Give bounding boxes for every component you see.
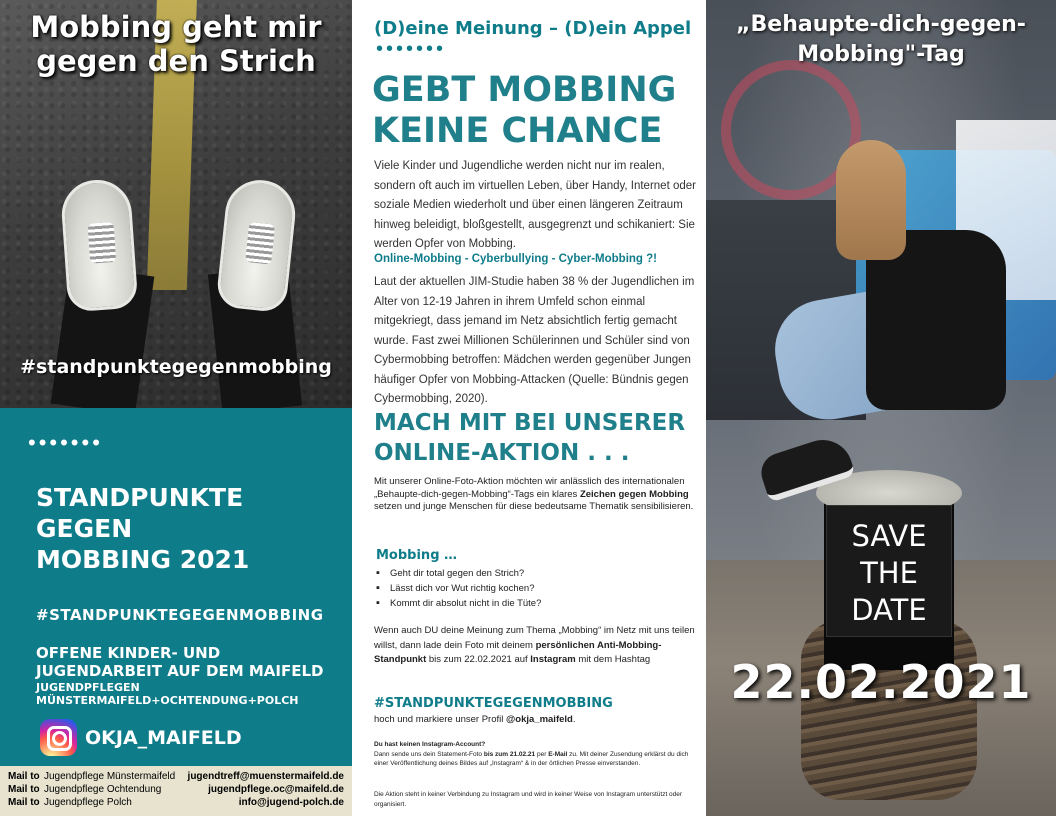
action-text: Mit unserer Online-Foto-Aktion möchten wir anlässlich des internationalen „Behaupte-dich-gegen-Mobbing“-Tags ein klares <box>374 476 685 500</box>
contact-row <box>0 770 352 783</box>
no-instagram-note <box>374 740 698 769</box>
mail-label: Mail to <box>8 784 40 795</box>
campaign-hashtag[interactable]: #STANDPUNKTEGEGENMOBBING <box>374 696 613 711</box>
right-panel <box>706 0 1056 816</box>
save-the-date-card <box>826 505 952 637</box>
list-item: ▪ Geht dir total gegen den Strich? <box>376 566 541 581</box>
note-text-bold: bis zum 21.02.21 <box>483 750 536 758</box>
save-line3: DATE <box>851 593 927 627</box>
campaign-hashtag: #STANDPUNKTEGEGENMOBBING <box>36 606 324 624</box>
share-text: bis zum 22.02.2021 auf <box>426 654 531 665</box>
share-text-bold: Instagram <box>530 654 576 665</box>
tag-text: . <box>572 714 576 725</box>
contact-row <box>0 783 352 796</box>
share-text: mit dem Hashtag <box>575 654 651 665</box>
left-sneaker <box>60 178 139 313</box>
contact-name: Jugendpflege Polch <box>44 797 132 808</box>
contact-email-link[interactable]: info@jugend-polch.de <box>238 797 344 808</box>
action-paragraph <box>374 476 696 514</box>
action-headline <box>374 408 685 468</box>
instagram-disclaimer: Die Aktion steht in keiner Verbindung zu Instagram und wird in keiner Weise von Instagram unterstützt oder organisiert. <box>374 791 683 808</box>
no-instagram-heading: Du hast keinen Instagram-Account? <box>374 741 486 748</box>
left-panel <box>0 0 352 816</box>
day-title <box>706 10 1056 70</box>
main-headline-line1: GEBT MOBBING <box>372 70 677 110</box>
campaign-block <box>0 408 352 766</box>
save-line2: THE <box>860 556 918 590</box>
contact-email-link[interactable]: jugendpflege.oc@maifeld.de <box>208 784 344 795</box>
organizer-line2: JUGENDARBEIT AUF DEM MAIFELD <box>36 662 324 680</box>
campaign-heading <box>36 482 249 575</box>
main-headline-line2: KEINE CHANCE <box>372 111 663 151</box>
mobbing-bullet-list <box>376 566 541 611</box>
right-sneaker <box>215 177 298 314</box>
note-text: per <box>535 750 549 758</box>
note-text: zu. Mit deiner Zusendung erklärst du dich einer Veröffentlichung deines Bildes auf „Instagram“ & in der örtlichen Presse einverstanden. <box>374 750 689 767</box>
photo-hashtag: #standpunktegegenmobbing <box>20 356 332 378</box>
jim-study-paragraph: Laut der aktuellen JIM-Studie haben 38 % der Jugendlichen im Alter von 12-19 Jahren in ihrem Umfeld schon einmal mitgekriegt, dass jemand im Netz absichtlich fertig gemacht wurde. Fast zwei Millionen Schülerinnen und Schüler sind von Cybermobbing betroffen: Mädchen werden gegenüber Jungen häufiger Opfer von Mobbing-Attacken (Quelle: Bündnis gegen Cybermobbing, 2020). <box>374 276 695 405</box>
share-text: Wenn auch DU deine Meinung zum Thema „Mobbing“ im Netz mit uns teilen willst, dann lade dein Foto mit deinem <box>374 625 695 651</box>
girl-hair <box>836 140 906 260</box>
profile-handle-link[interactable]: @okja_maifeld <box>506 714 573 725</box>
mail-label: Mail to <box>8 771 40 782</box>
mail-label: Mail to <box>8 797 40 808</box>
action-headline-line2: ONLINE-AKTION . . . <box>374 440 630 466</box>
event-date: 22.02.2021 <box>730 655 1032 709</box>
campaign-heading-line2: GEGEN <box>36 514 133 543</box>
share-text-bold: persönlichen Anti-Mobbing-Standpunkt <box>374 639 662 665</box>
instagram-handle[interactable]: OKJA_MAIFELD <box>85 726 242 749</box>
appeal-subtitle: (D)eine Meinung – (D)ein Appel <box>374 18 692 39</box>
contact-name: Jugendpflege Münstermaifeld <box>44 771 176 782</box>
contact-name: Jugendpflege Ochtendung <box>44 784 162 795</box>
day-title-line1: „Behaupte-dich-gegen- <box>736 12 1026 37</box>
day-title-line2: Mobbing"-Tag <box>797 42 965 67</box>
contact-email-link[interactable]: jugendtreff@muenstermaifeld.de <box>187 771 344 782</box>
poster-title <box>0 10 352 78</box>
note-text-bold: E-Mail <box>548 750 568 758</box>
mobbing-question-heading: Mobbing … <box>376 548 458 563</box>
contact-row <box>0 796 352 809</box>
note-text: Dann sende uns dein Statement-Foto <box>374 750 484 758</box>
instagram-icon <box>40 719 77 756</box>
organizer-line1: OFFENE KINDER- UND <box>36 644 221 662</box>
street-sneakers-photo <box>0 0 352 408</box>
organizer-name <box>36 644 323 680</box>
action-text: setzen und junge Menschen für diese bedeutsame Thematik sensibilisieren. <box>374 501 694 513</box>
campaign-heading-line1: STANDPUNKTE <box>36 483 244 512</box>
instagram-link[interactable] <box>40 719 242 756</box>
decorative-dots: ••••••• <box>376 38 447 60</box>
main-headline <box>372 70 676 152</box>
save-line1: SAVE <box>851 519 927 553</box>
youth-offices-line1: JUGENDPFLEGEN <box>36 681 140 694</box>
poster-title-line1: Mobbing geht mir <box>30 10 322 44</box>
list-item: ▪ Kommt dir absolut nicht in die Tüte? <box>376 596 541 611</box>
poster-title-line2: gegen den Strich <box>36 44 316 78</box>
contact-list <box>0 766 352 816</box>
intro-paragraph: Viele Kinder und Jugendliche werden nicht nur im realen, sondern oft auch im virtuellen Leben, über Handy, Internet oder soziale Medien wiederholt und über einen längeren Zeitraum hinweg beleidigt, bloßgestellt, ausgegrenzt und schikaniert: Sie werden Opfer von Mobbing. <box>374 160 696 250</box>
action-headline-line1: MACH MIT BEI UNSERER <box>374 410 686 436</box>
online-mobbing-heading: Online-Mobbing - Cyberbullying - Cyber-Mobbing ?! <box>374 253 657 265</box>
share-paragraph <box>374 624 696 668</box>
tag-profile-text <box>374 714 575 725</box>
middle-panel <box>352 0 706 816</box>
youth-offices-line2: MÜNSTERMAIFELD+OCHTENDUNG+POLCH <box>36 694 299 707</box>
decorative-dots: ••••••• <box>28 430 103 455</box>
tag-text: hoch und markiere unser Profil <box>374 714 507 725</box>
campaign-heading-line3: MOBBING 2021 <box>36 545 250 574</box>
list-item: ▪ Lässt dich vor Wut richtig kochen? <box>376 581 541 596</box>
youth-offices <box>36 681 299 707</box>
action-text-bold: Zeichen gegen Mobbing <box>579 488 689 500</box>
